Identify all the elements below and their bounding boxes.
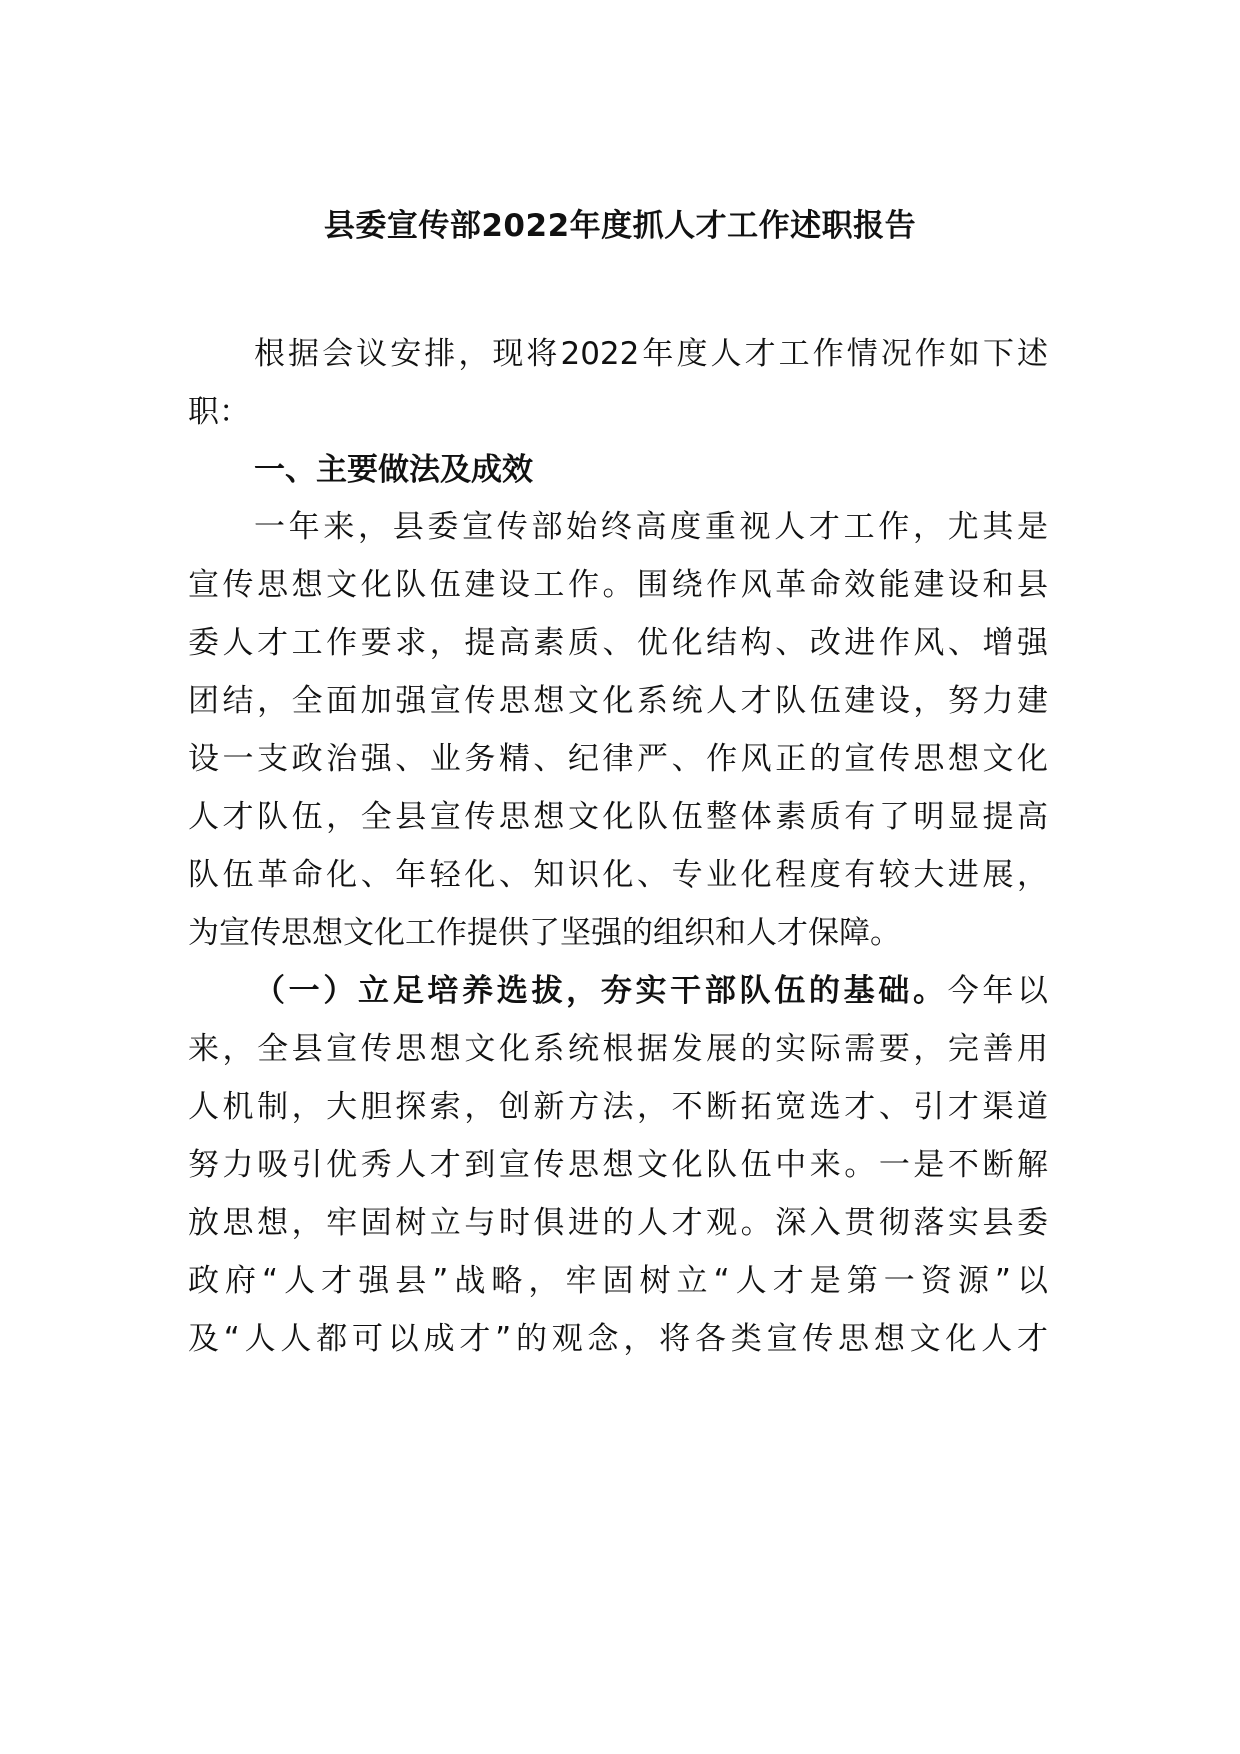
paragraph-line: 一年来，县委宣传部始终高度重视人才工作，尤其是 <box>254 509 1048 545</box>
paragraph-line: 队伍革命化、年轻化、知识化、专业化程度有较大进展， <box>188 857 1048 893</box>
paragraph-line: 放思想，牢固树立与时俱进的人才观。深入贯彻落实县委 <box>188 1205 1048 1241</box>
subsection-heading-tail: 今年以 <box>947 973 1048 1009</box>
paragraph-line: 宣传思想文化队伍建设工作。围绕作风革命效能建设和县 <box>188 567 1048 603</box>
subsection-first-line <box>254 968 1048 1014</box>
paragraph-line: 为宣传思想文化工作提供了坚强的组织和人才保障。 <box>188 915 901 951</box>
paragraph-line: 团结，全面加强宣传思想文化系统人才队伍建设，努力建 <box>188 683 1048 719</box>
subsection-heading: （一）立足培养选拔，夯实干部队伍的基础。 <box>254 973 948 1009</box>
paragraph-line: 设一支政治强、业务精、纪律严、作风正的宣传思想文化 <box>188 741 1048 777</box>
paragraph-line: 及“人人都可以成才”的观念，将各类宣传思想文化人才 <box>188 1321 1048 1357</box>
section-heading: 一、主要做法及成效 <box>254 452 533 488</box>
paragraph-line: 人才队伍，全县宣传思想文化队伍整体素质有了明显提高 <box>188 799 1048 835</box>
paragraph-line: 政府“人才强县”战略，牢固树立“人才是第一资源”以 <box>188 1263 1048 1299</box>
paragraph-line: 委人才工作要求，提高素质、优化结构、改进作风、增强 <box>188 625 1048 661</box>
paragraph-line: 来，全县宣传思想文化系统根据发展的实际需要，完善用 <box>188 1031 1048 1067</box>
paragraph-line: 人机制，大胆探索，创新方法，不断拓宽选才、引才渠道 <box>188 1089 1048 1125</box>
intro-line-1: 根据会议安排，现将2022年度人才工作情况作如下述 <box>254 336 1048 372</box>
paragraph-line: 努力吸引优秀人才到宣传思想文化队伍中来。一是不断解 <box>188 1147 1048 1183</box>
intro-line-2: 职： <box>188 394 250 430</box>
document-title: 县委宣传部2022年度抓人才工作述职报告 <box>323 208 917 244</box>
